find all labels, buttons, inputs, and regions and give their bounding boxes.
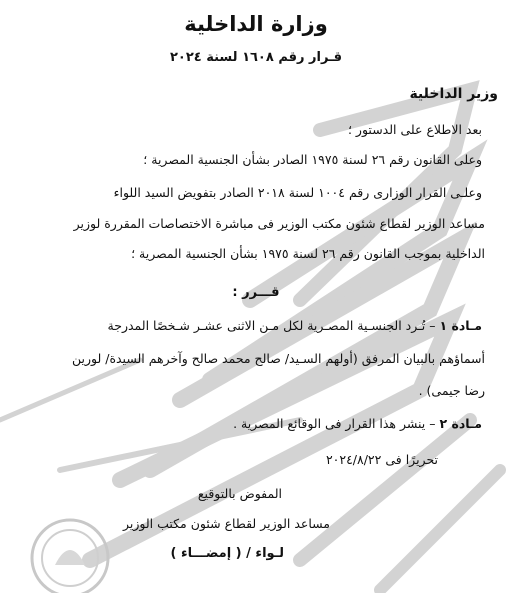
preamble-line: مساعد الوزير لقطاع شئون مكتب الوزير فى مباشرة الاختصاصات المقررة لوزير (73, 216, 485, 231)
preamble-line: وعلى القانون رقم ٢٦ لسنة ١٩٧٥ الصادر بشأن الجنسية المصرية ؛ (143, 152, 482, 167)
decides-heading: قـــرر : (232, 285, 280, 300)
preamble-line: الداخلية بموجب القانون رقم ٢٦ لسنة ١٩٧٥ بشأن الجنسية المصرية ؛ (131, 246, 485, 261)
article-text: – تُـرد الجنسـية المصـرية لكل مـن الاثنى عشـر شـخصًا المدرجة (107, 318, 436, 333)
signature-delegate: المفوض بالتوقيع (197, 486, 282, 501)
signature-role: مساعد الوزير لقطاع شئون مكتب الوزير (122, 516, 330, 531)
article-1 (108, 318, 482, 334)
preamble-line: وعلـى القرار الوزارى رقم ١٠٠٤ لسنة ٢٠١٨ الصادر بتفويض السيد اللواء (113, 185, 482, 200)
article-text: – ينشر هذا القرار فى الوقائع المصرية . (233, 416, 436, 431)
issuer-heading: وزير الداخلية (409, 86, 498, 102)
article-2 (233, 416, 482, 432)
article-label: مـادة ٢ (439, 416, 482, 431)
issue-date: تحريرًا فى ٢٠٢٤/٨/٢٢ (325, 452, 438, 467)
article-label: مـادة ١ (439, 318, 482, 333)
signature-rank: لـواء / ( إمضـــاء ) (170, 546, 284, 561)
decree-number: قـرار رقم ١٦٠٨ لسنة ٢٠٢٤ (169, 50, 343, 65)
article-text: أسماؤهم بالبيان المرفق (أولهم السـيد/ صالح محمد صالح وآخرهم السيدة/ لورين (71, 351, 485, 366)
article-text: رضا جيمى) . (418, 383, 485, 398)
ministry-title: وزارة الداخلية (184, 12, 328, 36)
preamble-line: بعد الاطلاع على الدستور ؛ (347, 122, 482, 137)
